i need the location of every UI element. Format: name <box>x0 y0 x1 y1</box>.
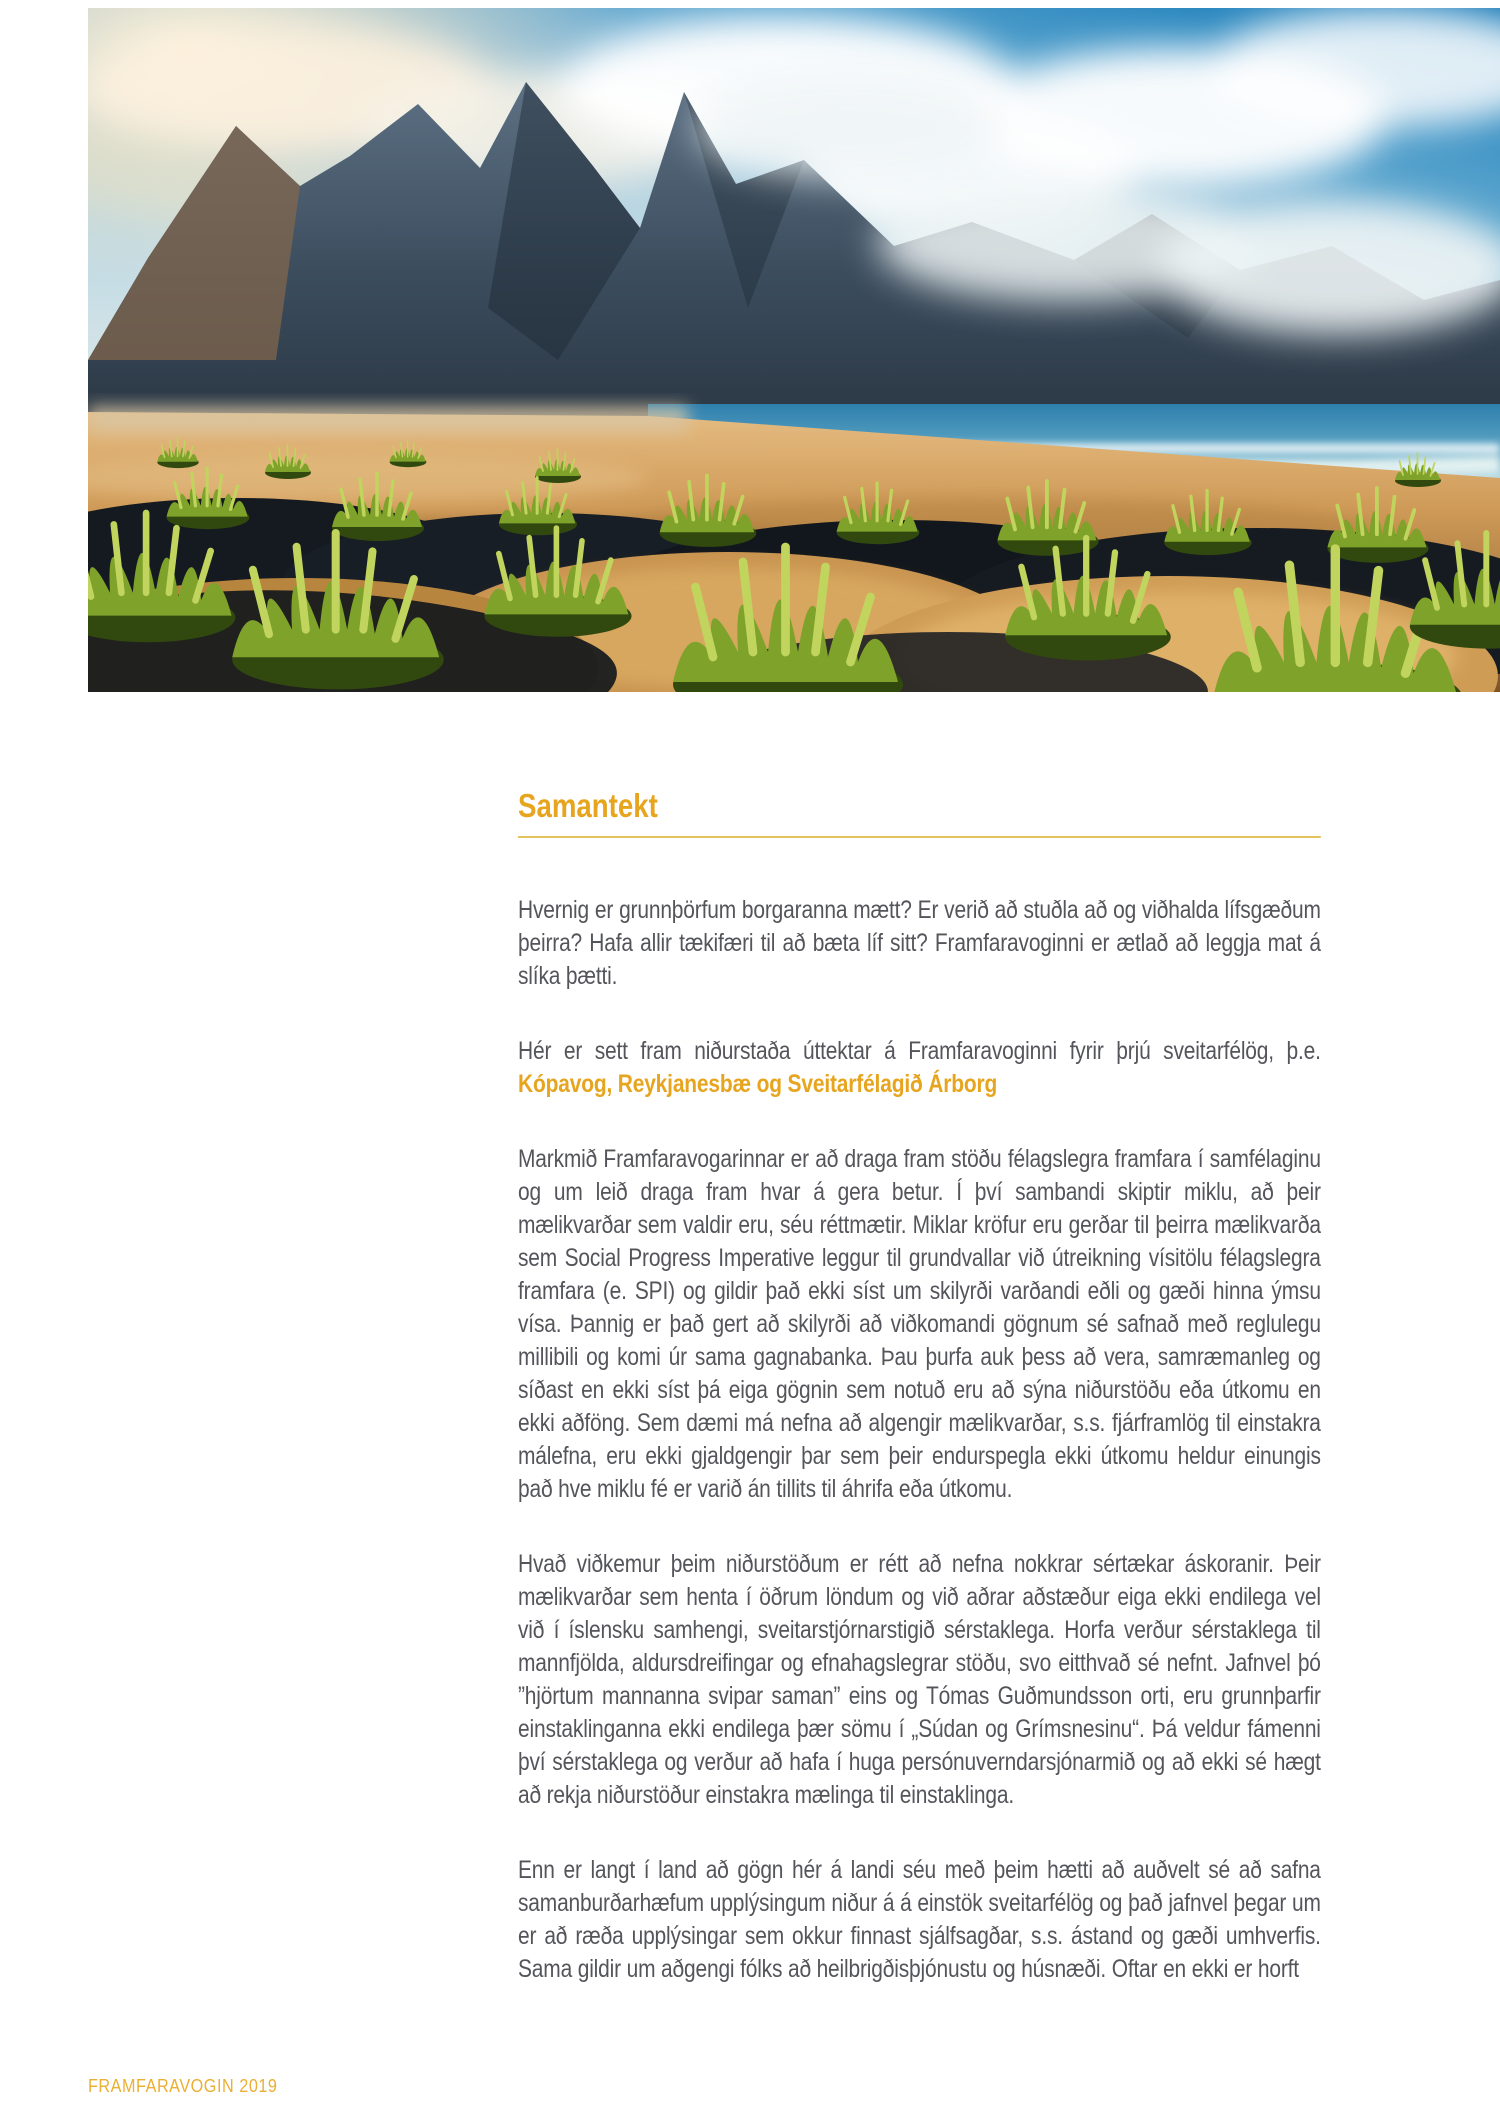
paragraph-2-intro: Hér er sett fram niðurstaða úttektar á Framfaravoginni fyrir þrjú sveitarfélög, þ.e. <box>518 1037 1321 1065</box>
footer-label: FRAMFARAVOGIN 2019 <box>88 2076 278 2096</box>
body-text <box>518 894 1321 1986</box>
paragraph-5: Enn er langt í land að gögn hér á landi séu með þeim hætti að auðvelt sé að safna samanburðarhæfum upplýsingum niður á á einstök sveitarfélög og það jafnvel þegar um er að ræða upplýsingar sem okkur finnast sjálfsagðar, s.s. ástand og gæði umhverfis. Sama gildir um aðgengi fólks að heilbrigðisþjónustu og húsnæði. Oftar en ekki er horft <box>518 1856 1321 1983</box>
paragraph-2 <box>518 1035 1321 1101</box>
title-rule <box>518 836 1321 838</box>
hero-image <box>88 8 1500 692</box>
paragraph-1: Hvernig er grunnþörfum borgaranna mætt? Er verið að stuðla að og viðhalda lífsgæðum þeirra? Hafa allir tækifæri til að bæta líf sitt? Framfaravoginni er ætlað að leggja mat á slíka þætti. <box>518 896 1321 990</box>
paragraph-3: Markmið Framfaravogarinnar er að draga fram stöðu félagslegra framfara í samfélaginu og um leið draga fram hvar á gera betur. Í því sambandi skiptir miklu, að þeir mælikvarðar sem valdir eru, séu réttmætir. Miklar kröfur eru gerðar til þeirra mælikvarða sem Social Progress Imperative leggur til grundvallar við útreikning vísitölu félagslegra framfara (e. SPI) og gildir það ekki síst um skilyrði varðandi eðli og gæði hinna ýmsu vísa. Þannig er það gert að skilyrði að viðkomandi gögnum sé safnað með reglulegu millibili og komi úr sama gagnabanka. Þau þurfa auk þess að vera, samræmanleg og síðast en ekki síst þá eiga gögnin sem notuð eru að sýna niðurstöðu eða útkomu en ekki aðföng. Sem dæmi má nefna að algengir mælikvarðar, s.s. fjárframlög til einstakra málefna, eru ekki gjaldgengir þar sem þeir endurspegla ekki útkomu heldur einungis það hve miklu fé er varið án tillits til áhrifa eða útkomu. <box>518 1145 1321 1503</box>
municipalities-emphasis: Kópavog, Reykjanesbæ og Sveitarfélagið Árborg <box>518 1070 998 1098</box>
paragraph-4: Hvað viðkemur þeim niðurstöðum er rétt að nefna nokkrar sértækar áskoranir. Þeir mælikvarðar sem henta í öðrum löndum og við aðrar aðstæður eiga ekki endilega vel við í íslensku samhengi, sveitarstjórnarstigið sérstaklega. Horfa verður sérstaklega til mannfjölda, aldursdreifingar og efnahagslegrar stöðu, svo eitthvað sé nefnt. Jafnvel þó ”hjörtum mannanna svipar saman” eins og Tómas Guðmundsson orti, eru grunnþarfir einstaklinganna ekki endilega þær sömu í „Súdan og Grímsnesinu“. Þá veldur fámenni því sérstaklega og verður að hafa í huga persónuverndarsjónarmið og að ekki sé hægt að rekja niðurstöður einstakra mælinga til einstaklinga. <box>518 1550 1321 1809</box>
page-title: Samantekt <box>518 787 658 824</box>
summary-section <box>518 788 1321 2028</box>
